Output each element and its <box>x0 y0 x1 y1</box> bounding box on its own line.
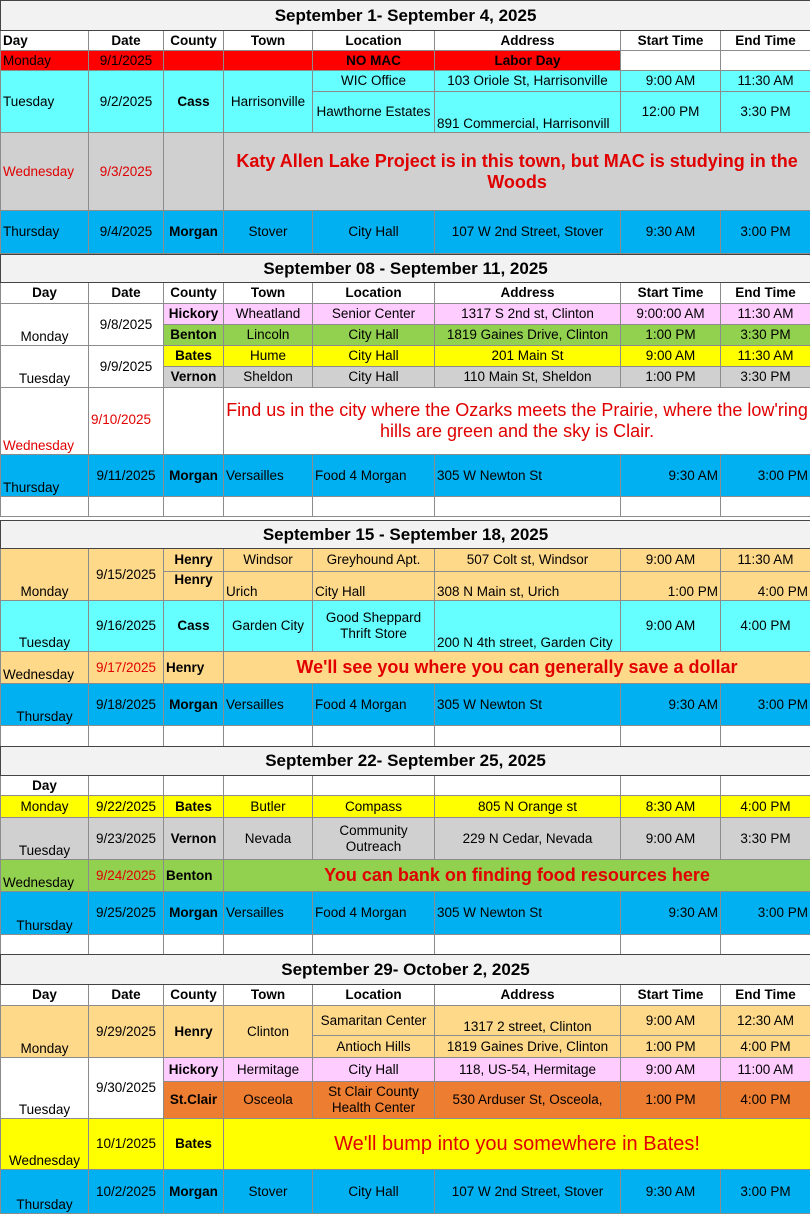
town-cell: Stover <box>224 211 313 254</box>
town-cell: Hume <box>224 346 313 367</box>
day-cell: Monday <box>1 1006 89 1058</box>
county-cell: Morgan <box>164 1170 224 1214</box>
county-cell: Bates <box>164 346 224 367</box>
day-cell: Thursday <box>1 211 89 254</box>
county-cell: Henry <box>164 572 224 601</box>
start-cell: 9:00 AM <box>621 1006 721 1036</box>
header-end: End Time <box>721 283 810 304</box>
week1-table <box>0 0 810 254</box>
day-cell: Monday <box>1 796 89 818</box>
date-cell: 9/4/2025 <box>89 211 164 254</box>
table-row <box>1 549 810 572</box>
location-cell: Hawthorne Estates <box>313 92 435 133</box>
day-cell: Thursday <box>1 684 89 726</box>
town-cell: Wheatland <box>224 304 313 325</box>
start-cell: 1:00 PM <box>621 572 721 601</box>
start-cell: 12:00 PM <box>621 92 721 133</box>
header-address: Address <box>435 31 621 51</box>
wednesday-message: We'll bump into you somewhere in Bates! <box>224 1119 810 1170</box>
location-cell: City Hall <box>313 346 435 367</box>
start-cell: 1:00 PM <box>621 325 721 346</box>
week3-title: September 15 - September 18, 2025 <box>1 521 810 549</box>
day-cell: Tuesday <box>1 601 89 652</box>
end-cell: 11:30 AM <box>721 549 810 572</box>
town-cell: Garden City <box>224 601 313 652</box>
location-cell: City Hall <box>313 572 435 601</box>
date-cell: 9/3/2025 <box>89 133 164 211</box>
start-cell: 9:30 AM <box>621 892 721 935</box>
address-cell: 1317 S 2nd st, Clinton <box>435 304 621 325</box>
address-cell: 229 N Cedar, Nevada <box>435 818 621 860</box>
town-cell: Hermitage <box>224 1058 313 1082</box>
week4-table <box>0 746 810 955</box>
county-cell: Cass <box>164 601 224 652</box>
date-cell: 9/10/2025 <box>89 388 164 455</box>
location-cell: Greyhound Apt. <box>313 549 435 572</box>
table-row <box>1 684 810 726</box>
header-address: Address <box>435 283 621 304</box>
day-cell: Tuesday <box>1 1058 89 1119</box>
location-cell: City Hall <box>313 1170 435 1214</box>
date-cell: 9/11/2025 <box>89 455 164 497</box>
date-cell: 9/29/2025 <box>89 1006 164 1058</box>
town-cell: Stover <box>224 1170 313 1214</box>
week1-title: September 1- September 4, 2025 <box>1 1 810 31</box>
week2-table <box>0 254 810 517</box>
day-cell: Wednesday <box>1 860 89 892</box>
end-cell: 11:30 AM <box>721 346 810 367</box>
header-start: Start Time <box>621 985 721 1006</box>
address-cell: Labor Day <box>435 51 621 71</box>
table-row <box>1 71 810 92</box>
location-cell: Food 4 Morgan <box>313 684 435 726</box>
end-cell: 3:30 PM <box>721 92 810 133</box>
start-cell: 9:30 AM <box>621 684 721 726</box>
header-row <box>1 985 810 1006</box>
location-cell: Samaritan Center <box>313 1006 435 1036</box>
week5-title: September 29- October 2, 2025 <box>1 955 810 985</box>
address-cell: 305 W Newton St <box>435 892 621 935</box>
end-cell: 11:30 AM <box>721 71 810 92</box>
day-cell: Wednesday <box>1 133 89 211</box>
county-cell: Morgan <box>164 892 224 935</box>
wednesday-message: You can bank on finding food resources here <box>224 860 810 892</box>
header-day: Day <box>1 985 89 1006</box>
start-cell: 9:30 AM <box>621 1170 721 1214</box>
address-cell: 1819 Gaines Drive, Clinton <box>435 325 621 346</box>
town-cell: Butler <box>224 796 313 818</box>
town-cell: Versailles <box>224 892 313 935</box>
table-row <box>1 455 810 497</box>
end-cell: 3:00 PM <box>721 455 810 497</box>
end-cell: 3:00 PM <box>721 211 810 254</box>
address-cell: 530 Arduser St, Osceola, <box>435 1082 621 1119</box>
county-cell: Benton <box>164 325 224 346</box>
county-cell: Benton <box>164 860 224 892</box>
start-cell: 9:30 AM <box>621 455 721 497</box>
location-cell: WIC Office <box>313 71 435 92</box>
address-cell: 201 Main St <box>435 346 621 367</box>
end-cell: 4:00 PM <box>721 796 810 818</box>
date-cell: 9/2/2025 <box>89 71 164 133</box>
spacer-row <box>1 497 810 517</box>
location-cell: Food 4 Morgan <box>313 892 435 935</box>
date-cell: 9/23/2025 <box>89 818 164 860</box>
location-cell: City Hall <box>313 1058 435 1082</box>
county-cell: Morgan <box>164 455 224 497</box>
header-day: Day <box>1 776 89 796</box>
header-day: Day <box>1 31 89 51</box>
wednesday-message: We'll see you where you can generally save a dollar <box>224 652 810 684</box>
header-county: County <box>164 985 224 1006</box>
week3-table <box>0 520 810 747</box>
county-cell: Bates <box>164 1119 224 1170</box>
town-cell: Sheldon <box>224 367 313 388</box>
table-row <box>1 133 810 211</box>
end-cell: 4:00 PM <box>721 572 810 601</box>
header-address: Address <box>435 985 621 1006</box>
day-cell: Wednesday <box>1 1119 89 1170</box>
end-cell: 4:00 PM <box>721 601 810 652</box>
header-location: Location <box>313 985 435 1006</box>
spacer-row <box>1 726 810 747</box>
end-cell: 3:00 PM <box>721 684 810 726</box>
start-cell: 9:00 AM <box>621 601 721 652</box>
start-cell: 1:00 PM <box>621 1036 721 1058</box>
header-town: Town <box>224 283 313 304</box>
town-cell: Osceola <box>224 1082 313 1119</box>
wednesday-message: Find us in the city where the Ozarks meets the Prairie, where the low'ring hills are green and the sky is Clair. <box>224 388 810 455</box>
header-town: Town <box>224 985 313 1006</box>
header-location: Location <box>313 31 435 51</box>
header-row <box>1 776 810 796</box>
header-row <box>1 31 810 51</box>
week2-title: September 08 - September 11, 2025 <box>1 255 810 283</box>
county-cell <box>164 133 224 211</box>
county-cell: Cass <box>164 71 224 133</box>
start-cell: 9:30 AM <box>621 211 721 254</box>
day-cell: Monday <box>1 549 89 601</box>
start-cell: 1:00 PM <box>621 1082 721 1119</box>
end-cell: 3:00 PM <box>721 1170 810 1214</box>
day-cell: Wednesday <box>1 388 89 455</box>
table-row <box>1 652 810 684</box>
address-cell: 305 W Newton St <box>435 684 621 726</box>
table-row <box>1 860 810 892</box>
start-cell <box>621 51 721 71</box>
header-date: Date <box>89 985 164 1006</box>
location-cell: Food 4 Morgan <box>313 455 435 497</box>
address-cell: 118, US-54, Hermitage <box>435 1058 621 1082</box>
header-end: End Time <box>721 31 810 51</box>
county-cell: Vernon <box>164 367 224 388</box>
county-cell: Hickory <box>164 1058 224 1082</box>
address-cell: 305 W Newton St <box>435 455 621 497</box>
date-cell: 9/1/2025 <box>89 51 164 71</box>
end-cell: 4:00 PM <box>721 1036 810 1058</box>
date-cell: 9/24/2025 <box>89 860 164 892</box>
town-cell: Windsor <box>224 549 313 572</box>
date-cell: 9/22/2025 <box>89 796 164 818</box>
start-cell: 8:30 AM <box>621 796 721 818</box>
start-cell: 9:00:00 AM <box>621 304 721 325</box>
day-cell: Monday <box>1 51 89 71</box>
location-cell: Good Sheppard Thrift Store <box>313 601 435 652</box>
table-row <box>1 818 810 860</box>
date-cell: 9/9/2025 <box>89 346 164 388</box>
start-cell: 9:00 AM <box>621 346 721 367</box>
day-cell: Monday <box>1 304 89 346</box>
town-cell: Clinton <box>224 1006 313 1058</box>
table-row <box>1 304 810 325</box>
day-cell: Tuesday <box>1 346 89 388</box>
week4-title: September 22- September 25, 2025 <box>1 747 810 776</box>
end-cell <box>721 51 810 71</box>
location-cell: Senior Center <box>313 304 435 325</box>
table-row <box>1 346 810 367</box>
table-row <box>1 601 810 652</box>
header-row <box>1 283 810 304</box>
town-cell: Versailles <box>224 455 313 497</box>
location-cell: Compass <box>313 796 435 818</box>
header-town: Town <box>224 31 313 51</box>
address-cell: 103 Oriole St, Harrisonville <box>435 71 621 92</box>
town-cell: Nevada <box>224 818 313 860</box>
start-cell: 9:00 AM <box>621 1058 721 1082</box>
town-cell <box>224 51 313 71</box>
date-cell: 9/17/2025 <box>89 652 164 684</box>
table-row <box>1 1006 810 1036</box>
start-cell: 9:00 AM <box>621 818 721 860</box>
date-cell: 9/16/2025 <box>89 601 164 652</box>
table-row <box>1 892 810 935</box>
header-date: Date <box>89 283 164 304</box>
town-cell: Versailles <box>224 684 313 726</box>
end-cell: 3:30 PM <box>721 367 810 388</box>
address-cell: 107 W 2nd Street, Stover <box>435 211 621 254</box>
day-cell: Tuesday <box>1 71 89 133</box>
end-cell: 3:30 PM <box>721 818 810 860</box>
start-cell: 9:00 AM <box>621 549 721 572</box>
county-cell: Henry <box>164 652 224 684</box>
location-cell: St Clair County Health Center <box>313 1082 435 1119</box>
day-cell: Tuesday <box>1 818 89 860</box>
location-cell: Antioch Hills <box>313 1036 435 1058</box>
day-cell: Thursday <box>1 455 89 497</box>
table-row <box>1 51 810 71</box>
address-cell: 507 Colt st, Windsor <box>435 549 621 572</box>
header-day: Day <box>1 283 89 304</box>
table-row <box>1 388 810 455</box>
date-cell: 9/25/2025 <box>89 892 164 935</box>
header-county: County <box>164 31 224 51</box>
header-start: Start Time <box>621 283 721 304</box>
day-cell: Wednesday <box>1 652 89 684</box>
address-cell: 891 Commercial, Harrisonvill <box>435 92 621 133</box>
county-cell: St.Clair <box>164 1082 224 1119</box>
date-cell: 10/1/2025 <box>89 1119 164 1170</box>
end-cell: 12:30 AM <box>721 1006 810 1036</box>
county-cell: Hickory <box>164 304 224 325</box>
day-cell: Thursday <box>1 892 89 935</box>
start-cell: 1:00 PM <box>621 367 721 388</box>
date-cell: 9/8/2025 <box>89 304 164 346</box>
end-cell: 11:30 AM <box>721 304 810 325</box>
week5-table <box>0 954 810 1214</box>
county-cell: Henry <box>164 1006 224 1058</box>
county-cell: Morgan <box>164 684 224 726</box>
table-row <box>1 1119 810 1170</box>
county-cell: Vernon <box>164 818 224 860</box>
address-cell: 1317 2 street, Clinton <box>435 1006 621 1036</box>
location-cell: Community Outreach <box>313 818 435 860</box>
county-cell <box>164 51 224 71</box>
county-cell: Henry <box>164 549 224 572</box>
spacer-row <box>1 935 810 955</box>
header-end: End Time <box>721 985 810 1006</box>
location-cell: City Hall <box>313 367 435 388</box>
address-cell: 805 N Orange st <box>435 796 621 818</box>
date-cell: 9/18/2025 <box>89 684 164 726</box>
header-location: Location <box>313 283 435 304</box>
date-cell: 9/30/2025 <box>89 1058 164 1119</box>
address-cell: 1819 Gaines Drive, Clinton <box>435 1036 621 1058</box>
end-cell: 3:30 PM <box>721 325 810 346</box>
table-row <box>1 1170 810 1214</box>
county-cell: Morgan <box>164 211 224 254</box>
wednesday-message: Katy Allen Lake Project is in this town, but MAC is studying in the Woods <box>224 133 810 211</box>
town-cell: Lincoln <box>224 325 313 346</box>
address-cell: 200 N 4th street, Garden City <box>435 601 621 652</box>
end-cell: 11:00 AM <box>721 1058 810 1082</box>
header-start: Start Time <box>621 31 721 51</box>
table-row <box>1 796 810 818</box>
address-cell: 308 N Main st, Urich <box>435 572 621 601</box>
town-cell: Harrisonville <box>224 71 313 133</box>
location-cell: City Hall <box>313 325 435 346</box>
town-cell: Urich <box>224 572 313 601</box>
header-county: County <box>164 283 224 304</box>
address-cell: 107 W 2nd Street, Stover <box>435 1170 621 1214</box>
start-cell: 9:00 AM <box>621 71 721 92</box>
location-cell: NO MAC <box>313 51 435 71</box>
address-cell: 110 Main St, Sheldon <box>435 367 621 388</box>
header-date: Date <box>89 31 164 51</box>
location-cell: City Hall <box>313 211 435 254</box>
table-row <box>1 1058 810 1082</box>
date-cell: 9/15/2025 <box>89 549 164 601</box>
county-cell: Bates <box>164 796 224 818</box>
date-cell: 10/2/2025 <box>89 1170 164 1214</box>
day-cell: Thursday <box>1 1170 89 1214</box>
end-cell: 3:00 PM <box>721 892 810 935</box>
end-cell: 4:00 PM <box>721 1082 810 1119</box>
county-cell <box>164 388 224 455</box>
table-row <box>1 211 810 254</box>
